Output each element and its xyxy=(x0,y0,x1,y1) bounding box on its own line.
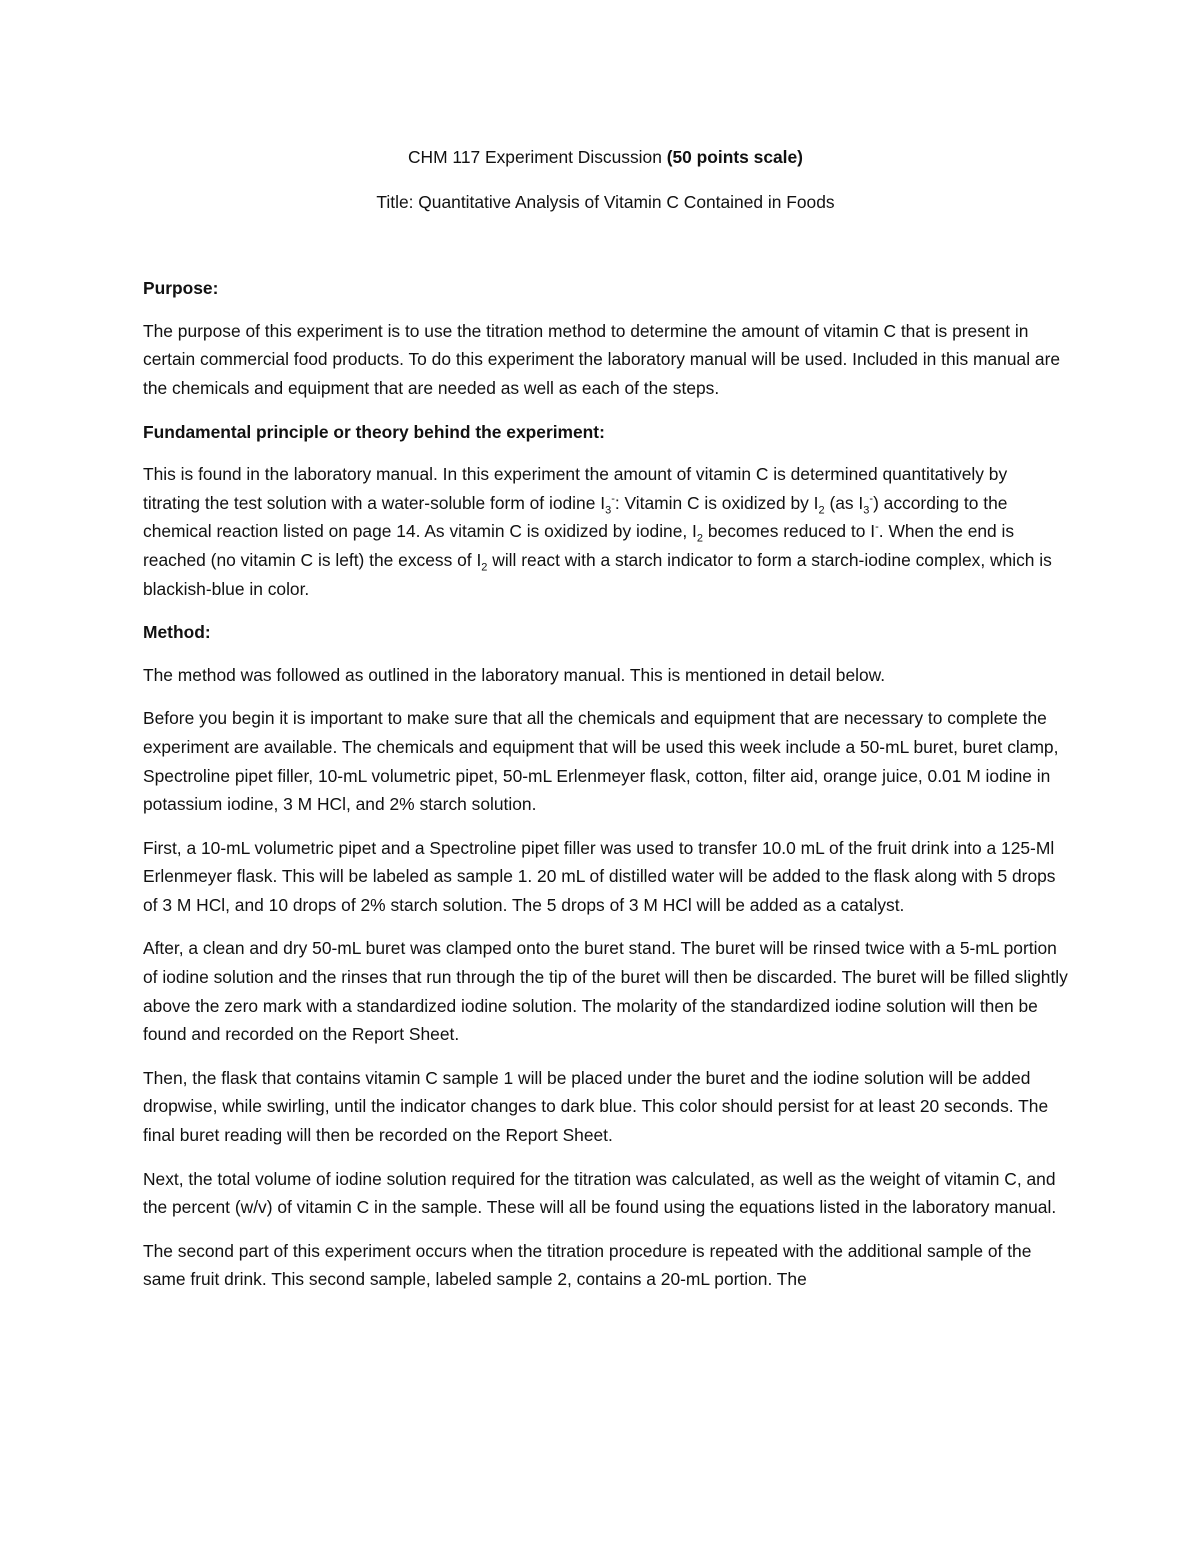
subscript-2: 2 xyxy=(818,504,825,517)
method-paragraph: The second part of this experiment occurs when the titration procedure is repeated with the additional sample of the same fruit drink. This second sample, labeled sample 2, contains a 20-mL portion. The xyxy=(143,1240,1032,1290)
document-title xyxy=(143,143,1068,172)
superscript-minus: - xyxy=(611,492,615,505)
theory-text-2: : Vitamin C is oxidized by I xyxy=(614,492,819,513)
theory-text-1: This is found in the laboratory manual. In this experiment the amount of vitamin C is determined quantitatively by titrating the test solution with a water-soluble form of iodine I xyxy=(143,464,1008,513)
theory-text-5: becomes reduced to I xyxy=(703,521,876,542)
purpose-paragraph: The purpose of this experiment is to use the titration method to determine the amount of vitamin C that is present in certain commercial food products. To do this experiment the laboratory manual will be used. Included in this manual are the chemicals and equipment that are needed as well as each of the steps. xyxy=(143,320,1061,398)
superscript-minus: - xyxy=(869,492,874,505)
subscript-3: 3 xyxy=(605,504,612,517)
theory-paragraph xyxy=(143,460,1068,603)
theory-text-3: (as I xyxy=(824,492,864,513)
method-paragraph: Before you begin it is important to make sure that all the chemicals and equipment that are necessary to complete the experiment are available. The chemicals and equipment that will be used this week include a 50-mL buret, buret clamp, Spectroline pipet filler, 10-mL volumetric pipet, 50-mL Erlenmeyer flask, cotton, filter aid, orange juice, 0.01 M iodine in potassium iodine, 3 M HCl, and 2% starch solution. xyxy=(143,708,1059,815)
theory-heading: Fundamental principle or theory behind the experiment: xyxy=(143,421,605,442)
subscript-2: 2 xyxy=(696,532,704,545)
method-paragraph: Next, the total volume of iodine solution required for the titration was calculated, as well as the weight of vitamin C, and the percent (w/v) of vitamin C in the sample. These will all be found using the equations listed in the laboratory manual. xyxy=(143,1168,1057,1218)
theory-text-7: will react with a starch indicator to form a starch-iodine complex, which is blackish-blue in color. xyxy=(143,549,1052,599)
theory-text-6: . When the end is reached (no vitamin C is left) the excess of I xyxy=(143,521,1015,570)
subscript-2: 2 xyxy=(481,561,488,574)
document-body xyxy=(143,143,1068,1309)
method-paragraph: Then, the flask that contains vitamin C sample 1 will be placed under the buret and the iodine solution will be added dropwise, while swirling, until the indicator changes to dark blue. This color should persist for at least 20 seconds. The final buret reading will then be recorded on the Report Sheet. xyxy=(143,1067,1049,1146)
subscript-3: 3 xyxy=(863,504,870,517)
method-paragraph: After, a clean and dry 50-mL buret was clamped onto the buret stand. The buret will be rinsed twice with a 5-mL portion of iodine solution and the rinses that run through the tip of the buret will then be discarded. The buret will be filled slightly above the zero mark with a standardized iodine solution. The molarity of the standardized iodine solution will then be found and recorded on the Report Sheet. xyxy=(143,938,1068,1045)
purpose-heading: Purpose: xyxy=(143,278,219,299)
superscript-minus: - xyxy=(875,521,879,534)
method-heading: Method: xyxy=(143,622,211,643)
method-paragraph: The method was followed as outlined in the laboratory manual. This is mentioned in detail below. xyxy=(143,664,886,685)
method-paragraph: First, a 10-mL volumetric pipet and a Spectroline pipet filler was used to transfer 10.0 mL of the fruit drink into a 125-Ml Erlenmeyer flask. This will be labeled as sample 1. 20 mL of distilled water will be added to the flask along with 5 drops of 3 M HCl, and 10 drops of 2% starch solution. The 5 drops of 3 M HCl will be added as a catalyst. xyxy=(143,837,1056,915)
title-points-scale: (50 points scale) xyxy=(666,147,803,167)
theory-text-4: ) according to the chemical reaction listed on page 14. As vitamin C is oxidized by iodine, I xyxy=(143,492,1008,542)
document-subtitle: Title: Quantitative Analysis of Vitamin C Contained in Foods xyxy=(376,191,835,212)
title-main-text: CHM 117 Experiment Discussion xyxy=(408,147,667,167)
